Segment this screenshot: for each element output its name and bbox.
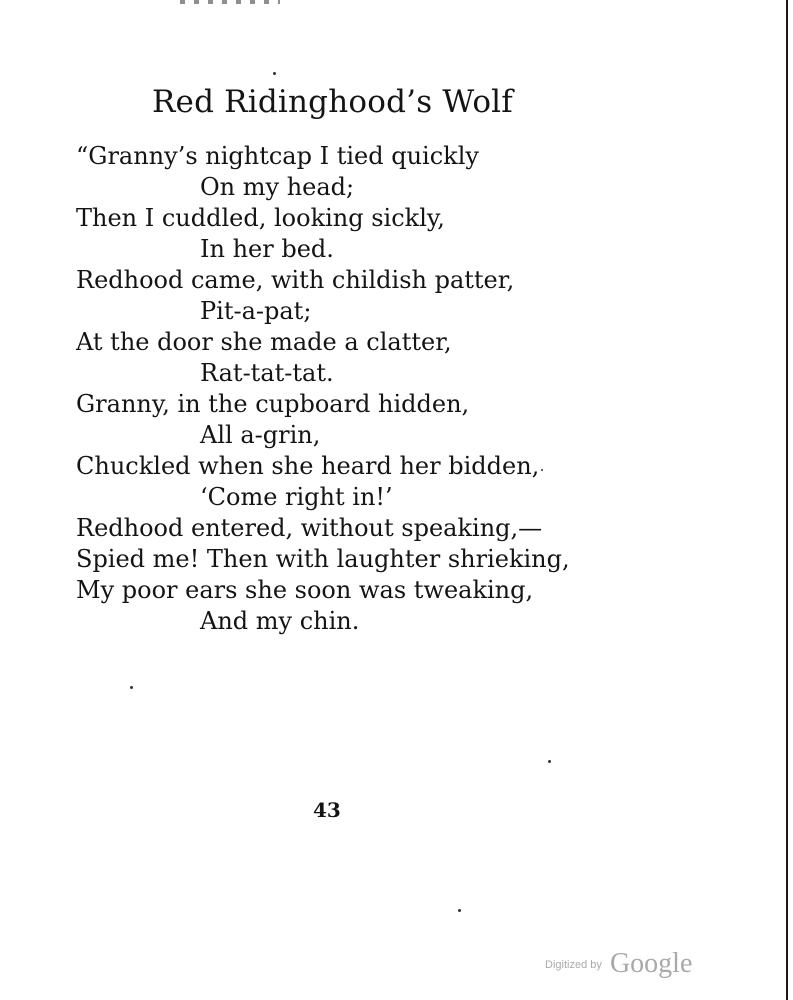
poem-line-indented: All a-grin,: [200, 421, 321, 449]
poem-line: Chuckled when she heard her bidden,: [76, 452, 540, 480]
poem-line-indented: ‘Come right in!’: [200, 483, 393, 511]
page-edge-rule: [786, 0, 788, 1000]
poem-line-indented: Pit-a-pat;: [200, 297, 312, 325]
poem-line: Then I cuddled, looking sickly,: [76, 204, 445, 232]
scan-artifact-top: [180, 0, 280, 4]
poem-line-indented: Rat-tat-tat.: [200, 359, 334, 387]
scan-speck: [548, 760, 551, 763]
poem-line: Granny, in the cupboard hidden,: [76, 390, 470, 418]
poem-title: Red Ridinghood’s Wolf: [152, 84, 513, 120]
scan-speck: [458, 909, 461, 912]
poem-line-indented: On my head;: [200, 173, 355, 201]
watermark-brand-logo: Google: [609, 948, 693, 979]
poem-body: [76, 141, 570, 637]
watermark-prefix: Digitized by: [545, 959, 602, 971]
poem-line-indented: And my chin.: [200, 607, 360, 635]
poem-line: Spied me! Then with laughter shrieking,: [76, 545, 570, 573]
scan-speck: [273, 72, 276, 75]
page-number: 43: [313, 798, 341, 822]
poem-line: My poor ears she soon was tweaking,: [76, 576, 534, 604]
poem-line-indented: In her bed.: [200, 235, 334, 263]
digitized-watermark: [545, 948, 692, 980]
poem-line: “Granny’s nightcap I tied quickly: [76, 142, 479, 170]
poem-line: Redhood entered, without speaking,—: [76, 514, 543, 542]
poem-line: At the door she made a clatter,: [76, 328, 452, 356]
poem-line: Redhood came, with childish patter,: [76, 266, 515, 294]
scan-speck: [130, 686, 133, 689]
